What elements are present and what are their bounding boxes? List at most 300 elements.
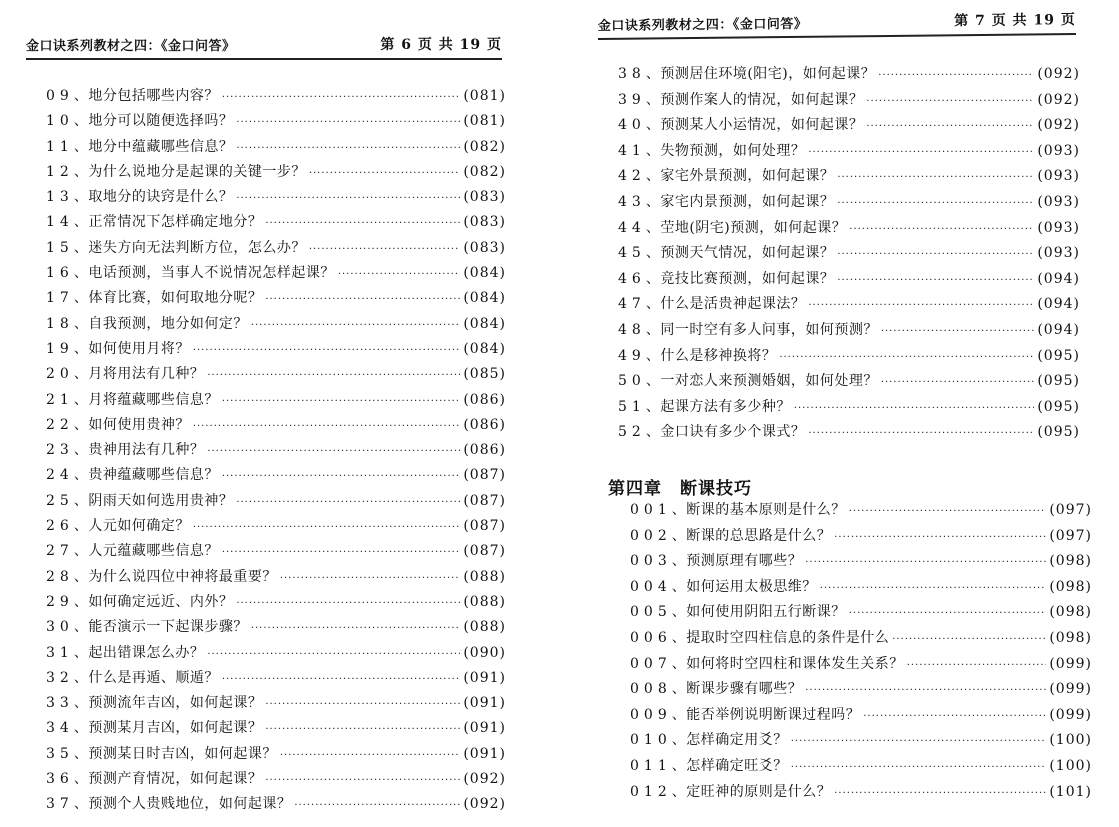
dot-leader: [236, 186, 460, 211]
entry-page: (082): [463, 138, 506, 155]
toc-entry: [618, 113, 1080, 139]
toc-entry: [46, 337, 506, 362]
entry-separator: 、: [645, 321, 661, 338]
entry-separator: 、: [671, 502, 687, 518]
entry-number: 012: [630, 783, 672, 800]
dot-leader: [265, 717, 460, 742]
entry-page: (095): [1037, 347, 1080, 364]
entry-page: (097): [1049, 502, 1092, 518]
entry-title: 地分包括哪些内容？: [88, 88, 219, 104]
entry-title: 月将蕴藏哪些信息？: [88, 391, 219, 408]
entry-page: (082): [463, 163, 506, 180]
toc-entry: [46, 413, 506, 438]
dot-leader: [791, 729, 1047, 755]
toc-entry: [618, 216, 1080, 242]
toc-entry: [46, 438, 506, 463]
entry-number: 44: [618, 219, 646, 236]
entry-number: 17: [46, 290, 74, 307]
toc-entry: [618, 420, 1080, 446]
entry-page: (099): [1049, 706, 1092, 723]
entry-page: (086): [463, 391, 506, 408]
toc-entry: [46, 84, 506, 109]
entry-title: 什么是活贵神起课法？: [660, 296, 806, 313]
dot-leader: [338, 262, 461, 287]
entry-page: (092): [463, 771, 506, 788]
dot-leader: [837, 242, 1034, 268]
toc-entry: [46, 615, 506, 640]
dot-leader: [794, 396, 1035, 422]
entry-separator: 、: [73, 189, 89, 206]
entry-title: 取地分的诀窍是什么？: [88, 189, 234, 206]
toc-entry: [46, 666, 506, 691]
entry-separator: 、: [671, 757, 687, 774]
entry-separator: 、: [671, 706, 687, 723]
entry-number: 10: [46, 113, 74, 130]
toc-entry: [46, 286, 506, 311]
entry-separator: 、: [671, 655, 687, 672]
entry-separator: 、: [645, 91, 661, 108]
entry-page: (083): [463, 189, 506, 206]
entry-page: (092): [1037, 66, 1080, 82]
entry-title: 预测某月吉凶，如何起课？: [88, 720, 263, 737]
dot-leader: [207, 642, 460, 667]
right-page-header: [598, 9, 1076, 40]
toc-entry: [618, 369, 1080, 395]
entry-title: 预测某日时吉凶，如何起课？: [88, 745, 277, 762]
entry-separator: 、: [671, 527, 687, 544]
entry-title: 同一时空有多人问事，如何预测？: [660, 321, 878, 338]
toc-entry: [630, 780, 1092, 806]
toc-entry: [630, 498, 1092, 524]
toc-entry: [46, 565, 506, 590]
entry-title: 茔地(阴宅)预测，如何起课？: [660, 219, 847, 236]
entry-number: 005: [630, 604, 672, 621]
entry-separator: 、: [671, 783, 687, 800]
entry-title: 怎样确定用爻？: [686, 732, 788, 749]
dot-leader: [834, 525, 1046, 551]
entry-separator: 、: [73, 543, 89, 560]
entry-number: 13: [46, 189, 74, 206]
entry-separator: 、: [73, 163, 89, 180]
entry-page: (086): [463, 416, 506, 433]
dot-leader: [309, 161, 461, 186]
dot-leader: [236, 591, 460, 616]
entry-separator: 、: [73, 315, 89, 332]
toc-entry: [46, 514, 506, 539]
dot-leader: [808, 293, 1034, 319]
entry-page: (083): [463, 239, 506, 256]
dot-leader: [849, 499, 1047, 525]
entry-number: 16: [46, 265, 74, 282]
toc-entry: [618, 344, 1080, 370]
series-title: 金口诀系列教材之四：《金口问答》: [597, 16, 808, 35]
entry-number: 32: [46, 669, 74, 686]
entry-number: 36: [46, 771, 74, 788]
entry-title: 如何使用阴阳五行断课？: [686, 604, 846, 621]
toc-entry: [46, 185, 506, 210]
toc-entry: [630, 677, 1092, 703]
entry-number: 31: [46, 644, 74, 661]
entry-title: 预测某人小运情况，如何起课？: [660, 117, 864, 134]
toc-entry: [46, 792, 506, 817]
dot-leader: [251, 616, 461, 641]
entry-title: 人元蕴藏哪些信息？: [88, 543, 219, 560]
toc-entry: [46, 590, 506, 615]
entry-page: (087): [463, 492, 506, 509]
toc-entry: [618, 62, 1080, 88]
entry-number: 42: [618, 168, 646, 185]
dot-leader: [294, 793, 460, 818]
entry-separator: 、: [671, 604, 687, 621]
left-page: [0, 0, 540, 827]
dot-leader: [265, 287, 460, 312]
entry-title: 人元如何确定？: [88, 518, 190, 535]
dot-leader: [834, 781, 1046, 807]
entry-separator: 、: [73, 695, 89, 712]
entry-page: (094): [1037, 296, 1080, 313]
entry-separator: 、: [645, 245, 661, 262]
entry-number: 29: [46, 593, 74, 610]
dot-leader: [805, 678, 1046, 704]
entry-number: 45: [618, 245, 646, 262]
toc-entry: [46, 135, 506, 160]
entry-page: (094): [1037, 321, 1080, 338]
toc-entry: [46, 388, 506, 413]
dot-leader: [207, 439, 460, 464]
entry-page: (084): [463, 290, 506, 307]
entry-page: (097): [1049, 527, 1092, 544]
entry-page: (093): [1037, 245, 1080, 262]
entry-page: (098): [1049, 578, 1092, 595]
entry-page: (094): [1037, 270, 1080, 287]
entry-separator: 、: [645, 219, 661, 236]
entry-separator: 、: [73, 88, 89, 104]
entry-number: 11: [46, 138, 74, 155]
entry-separator: 、: [73, 138, 89, 155]
toc-entry: [46, 742, 506, 767]
entry-title: 预测原理有哪些？: [686, 553, 803, 570]
toc-entry: [630, 652, 1092, 678]
entry-number: 24: [46, 467, 74, 484]
entry-separator: 、: [645, 424, 661, 441]
entry-separator: 、: [645, 373, 661, 390]
entry-number: 001: [630, 502, 672, 518]
entry-number: 28: [46, 568, 74, 585]
entry-number: 30: [46, 619, 74, 636]
entry-number: 18: [46, 315, 74, 332]
entry-page: (084): [463, 265, 506, 282]
dot-leader: [849, 601, 1047, 627]
entry-title: 断课的总思路是什么？: [686, 527, 832, 544]
dot-leader: [236, 136, 460, 161]
entry-page: (083): [463, 214, 506, 231]
dot-leader: [265, 768, 460, 793]
entry-number: 22: [46, 416, 74, 433]
entry-title: 预测个人贵贱地位，如何起课？: [88, 796, 292, 813]
entry-title: 断课的基本原则是什么？: [686, 502, 846, 518]
entry-separator: 、: [73, 644, 89, 661]
entry-separator: 、: [645, 193, 661, 210]
series-title: 金口诀系列教材之四：《金口问答》: [26, 39, 236, 54]
dot-leader: [820, 576, 1047, 602]
entry-separator: 、: [73, 720, 89, 737]
toc-entry: [618, 139, 1080, 165]
entry-page: (085): [463, 366, 506, 383]
entry-separator: 、: [645, 117, 661, 134]
entry-number: 20: [46, 366, 74, 383]
entry-number: 25: [46, 492, 74, 509]
entry-number: 47: [618, 296, 646, 313]
entry-title: 失物预测，如何处理？: [660, 142, 806, 159]
entry-number: 33: [46, 695, 74, 712]
toc-entry: [46, 489, 506, 514]
toc-entry: [618, 241, 1080, 267]
entry-page: (091): [463, 720, 506, 737]
entry-separator: 、: [73, 669, 89, 686]
entry-separator: 、: [671, 578, 687, 595]
entry-number: 43: [618, 193, 646, 210]
entry-title: 如何将时空四柱和课体发生关系？: [686, 655, 904, 672]
entry-page: (088): [463, 593, 506, 610]
toc-entry: [46, 716, 506, 741]
dot-leader: [265, 692, 460, 717]
entry-number: 35: [46, 745, 74, 762]
entry-separator: 、: [73, 340, 89, 357]
dot-leader: [837, 268, 1034, 294]
left-page-header: [26, 34, 502, 60]
entry-page: (091): [463, 695, 506, 712]
entry-number: 004: [630, 578, 672, 595]
toc-entry: [618, 190, 1080, 216]
entry-separator: 、: [645, 398, 661, 415]
entry-page: (087): [463, 543, 506, 560]
entry-separator: 、: [73, 745, 89, 762]
entry-separator: 、: [671, 681, 687, 698]
toc-entry: [46, 261, 506, 286]
entry-separator: 、: [73, 568, 89, 585]
dot-leader: [251, 313, 461, 338]
entry-title: 月将用法有几种？: [88, 366, 205, 383]
entry-separator: 、: [73, 518, 89, 535]
toc-entry: [630, 575, 1092, 601]
entry-title: 如何使用月将？: [88, 340, 190, 357]
entry-separator: 、: [645, 66, 661, 82]
dot-leader: [866, 114, 1034, 140]
entry-title: 地分可以随便选择吗？: [88, 113, 234, 130]
entry-title: 金口诀有多少个课式？: [660, 424, 806, 441]
entry-number: 14: [46, 214, 74, 231]
dot-leader: [193, 414, 461, 439]
toc-entry: [46, 210, 506, 235]
dot-leader: [863, 704, 1046, 730]
dot-leader: [280, 743, 461, 768]
entry-page: (091): [463, 669, 506, 686]
entry-number: 40: [618, 117, 646, 134]
entry-page: (084): [463, 340, 506, 357]
entry-page: (099): [1049, 655, 1092, 672]
chapter-heading: [608, 474, 752, 499]
dot-leader: [222, 85, 461, 110]
entry-title: 体育比赛，如何取地分呢？: [88, 290, 263, 307]
entry-page: (093): [1037, 168, 1080, 185]
entry-separator: 、: [645, 347, 661, 364]
entry-number: 48: [618, 321, 646, 338]
entry-page: (101): [1049, 783, 1092, 800]
entry-title: 起出错课怎么办？: [88, 644, 205, 661]
dot-leader: [881, 370, 1035, 396]
dot-leader: [892, 627, 1046, 653]
entry-separator: 、: [73, 492, 89, 509]
entry-title: 一对恋人来预测婚姻，如何处理？: [660, 373, 878, 390]
entry-separator: 、: [73, 467, 89, 484]
dot-leader: [837, 191, 1034, 217]
toc-entry: [46, 767, 506, 792]
toc-entry: [630, 549, 1092, 575]
entry-title: 提取时空四柱信息的条件是什么: [686, 629, 890, 646]
dot-leader: [791, 755, 1047, 781]
toc-entry: [618, 267, 1080, 293]
toc-entry: [630, 703, 1092, 729]
entry-number: 006: [630, 629, 672, 646]
entry-separator: 、: [73, 593, 89, 610]
toc-entry: [46, 160, 506, 185]
entry-number: 19: [46, 340, 74, 357]
dot-leader: [309, 237, 461, 262]
entry-separator: 、: [671, 553, 687, 570]
dot-leader: [878, 63, 1034, 89]
entry-title: 贵神蕴藏哪些信息？: [88, 467, 219, 484]
entry-title: 阴雨天如何选用贵神？: [88, 492, 234, 509]
entry-separator: 、: [73, 113, 89, 130]
entry-number: 52: [618, 424, 646, 441]
dot-leader: [222, 540, 461, 565]
entry-separator: 、: [73, 391, 89, 408]
entry-title: 如何确定远近、内外？: [88, 593, 234, 610]
entry-title: 地分中蕴藏哪些信息？: [88, 138, 234, 155]
entry-page: (092): [1037, 117, 1080, 134]
entry-page: (081): [463, 88, 506, 104]
entry-number: 002: [630, 527, 672, 544]
toc-entry: [630, 524, 1092, 550]
entry-number: 26: [46, 518, 74, 535]
entry-title: 预测流年吉凶，如何起课？: [88, 695, 263, 712]
entry-separator: 、: [73, 796, 89, 813]
left-toc-list: [46, 84, 506, 818]
entry-separator: 、: [73, 416, 89, 433]
entry-page: (088): [463, 568, 506, 585]
entry-number: 46: [618, 270, 646, 287]
entry-number: 008: [630, 681, 672, 698]
entry-page: (090): [463, 644, 506, 661]
entry-title: 起课方法有多少种？: [660, 398, 791, 415]
entry-title: 预测天气情况，如何起课？: [660, 245, 835, 262]
chapter-title: 断课技巧: [680, 479, 752, 499]
entry-number: 09: [46, 88, 74, 104]
entry-separator: 、: [671, 732, 687, 749]
entry-separator: 、: [645, 168, 661, 185]
entry-page: (093): [1037, 219, 1080, 236]
entry-page: (093): [1037, 142, 1080, 159]
chapter-label: 第四章: [608, 479, 662, 499]
entry-title: 家宅内景预测，如何起课？: [660, 193, 835, 210]
toc-entry: [630, 600, 1092, 626]
page-number: 第 6 页 共 19 页: [380, 37, 502, 53]
toc-entry: [46, 312, 506, 337]
toc-entry: [46, 463, 506, 488]
entry-page: (092): [463, 796, 506, 813]
entry-number: 12: [46, 163, 74, 180]
dot-leader: [222, 389, 461, 414]
entry-number: 21: [46, 391, 74, 408]
entry-page: (093): [1037, 193, 1080, 210]
entry-number: 23: [46, 442, 74, 459]
entry-title: 如何使用贵神？: [88, 416, 190, 433]
entry-page: (098): [1049, 629, 1092, 646]
entry-title: 怎样确定旺爻？: [686, 757, 788, 774]
entry-title: 能否演示一下起课步骤？: [88, 619, 248, 636]
entry-number: 34: [46, 720, 74, 737]
dot-leader: [849, 217, 1034, 243]
entry-page: (081): [463, 113, 506, 130]
entry-page: (098): [1049, 604, 1092, 621]
toc-entry: [46, 236, 506, 261]
toc-entry: [618, 292, 1080, 318]
entry-number: 49: [618, 347, 646, 364]
entry-title: 电话预测，当事人不说情况怎样起课？: [88, 265, 335, 282]
entry-title: 为什么说四位中神将最重要？: [88, 568, 277, 585]
entry-title: 自我预测，地分如何定？: [88, 315, 248, 332]
dot-leader: [805, 550, 1046, 576]
entry-number: 38: [618, 66, 646, 82]
entry-separator: 、: [645, 270, 661, 287]
toc-entry: [46, 641, 506, 666]
right-page: [560, 0, 1119, 827]
entry-title: 迷失方向无法判断方位，怎么办？: [88, 239, 306, 256]
right-toc-list: [618, 62, 1080, 446]
entry-page: (095): [1037, 424, 1080, 441]
entry-separator: 、: [671, 629, 687, 646]
entry-page: (084): [463, 315, 506, 332]
entry-separator: 、: [73, 265, 89, 282]
entry-page: (087): [463, 518, 506, 535]
dot-leader: [808, 140, 1034, 166]
entry-number: 011: [630, 757, 672, 774]
entry-title: 贵神用法有几种？: [88, 442, 205, 459]
dot-leader: [280, 566, 461, 591]
dot-leader: [193, 338, 461, 363]
entry-number: 50: [618, 373, 646, 390]
toc-entry: [630, 728, 1092, 754]
entry-title: 什么是再遁、顺遁？: [88, 669, 219, 686]
dot-leader: [837, 165, 1034, 191]
toc-entry: [618, 164, 1080, 190]
entry-page: (091): [463, 745, 506, 762]
entry-separator: 、: [73, 771, 89, 788]
dot-leader: [808, 421, 1034, 447]
entry-page: (095): [1037, 373, 1080, 390]
toc-entry: [46, 362, 506, 387]
entry-title: 预测居住环境(阳宅)，如何起课？: [660, 66, 876, 82]
entry-number: 41: [618, 142, 646, 159]
entry-title: 定旺神的原则是什么？: [686, 783, 832, 800]
entry-number: 010: [630, 732, 672, 749]
entry-number: 15: [46, 239, 74, 256]
entry-number: 39: [618, 91, 646, 108]
dot-leader: [193, 515, 461, 540]
entry-page: (095): [1037, 398, 1080, 415]
entry-page: (100): [1049, 757, 1092, 774]
entry-separator: 、: [645, 142, 661, 159]
